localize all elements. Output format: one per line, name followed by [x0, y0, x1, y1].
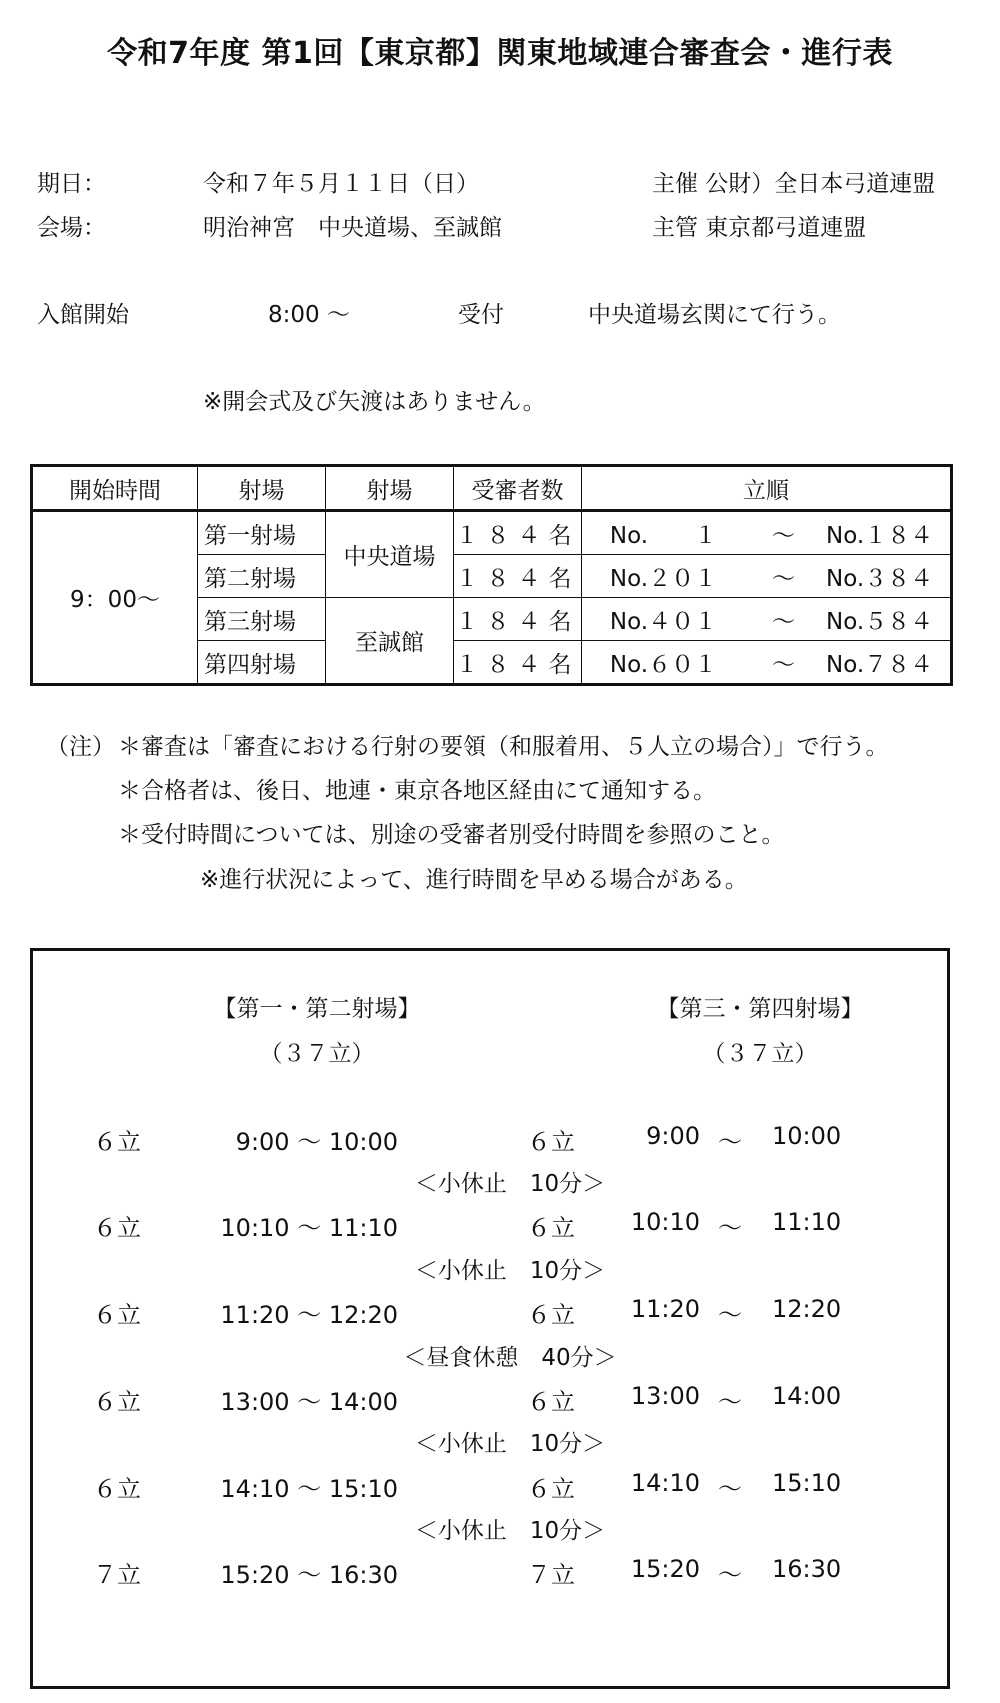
slot-break: ＜昼食休憩 40分＞ — [403, 1345, 617, 1371]
range-cell: 第二射場 — [198, 555, 326, 598]
order-cell — [582, 641, 952, 685]
slot-right-end: 10:00 — [772, 1122, 842, 1150]
header-start-time: 開始時間 — [32, 466, 198, 511]
slot-right-tilde: ～ — [718, 1301, 742, 1329]
order-to: No.３８４ — [826, 565, 934, 592]
slot-right-tilde: ～ — [718, 1128, 742, 1156]
note-item: ＊審査は「審査における行射の要領（和服着用、５人立の場合）」で行う。 — [118, 734, 889, 760]
slot-right-start: 13:00 — [630, 1382, 700, 1410]
slot-right-start: 11:20 — [630, 1295, 700, 1323]
slot-right-start: 9:00 — [646, 1122, 700, 1150]
slot-right-end: 16:30 — [772, 1555, 842, 1583]
order-to: No.７８４ — [826, 651, 934, 678]
left-range-heading: 【第一・第二射場】 — [213, 996, 421, 1022]
slot-left-count: ６立 — [93, 1214, 141, 1242]
order-tilde: ～ — [772, 522, 795, 549]
slot-right-end: 14:00 — [772, 1382, 842, 1410]
slot-break: ＜小休止 10分＞ — [414, 1518, 606, 1544]
slot-right-tilde: ～ — [718, 1475, 742, 1503]
page-title: 令和7年度 第1回【東京都】関東地域連合審査会・進行表 — [107, 36, 893, 71]
slot-right-count: ７立 — [527, 1561, 575, 1589]
header-range: 射場 — [198, 466, 326, 511]
range-cell: 第四射場 — [198, 641, 326, 685]
order-from: No.２０１ — [609, 565, 718, 592]
slot-right-count: ６立 — [527, 1128, 575, 1156]
order-from: No.４０１ — [609, 608, 718, 635]
table-row — [32, 511, 952, 555]
header-examinee-count: 受審者数 — [454, 466, 582, 511]
header-venue: 射場 — [326, 466, 454, 511]
slot-left-count: ７立 — [93, 1561, 141, 1589]
slot-right-end: 12:20 — [772, 1295, 842, 1323]
reception-label: 受付 — [458, 302, 504, 328]
slot-break: ＜小休止 10分＞ — [414, 1171, 606, 1197]
range-cell: 第一射場 — [198, 511, 326, 555]
slot-left-count: ６立 — [93, 1388, 141, 1416]
slot-left-time: 11:20 ～ 12:20 — [220, 1301, 398, 1329]
slot-right-count: ６立 — [527, 1214, 575, 1242]
left-range-count: （３７立） — [259, 1041, 375, 1067]
slot-left-time: 14:10 ～ 15:10 — [220, 1475, 398, 1503]
order-tilde: ～ — [772, 608, 795, 635]
notes-prefix: （注） — [46, 734, 115, 760]
slot-left-count: ６立 — [93, 1301, 141, 1329]
note-item: ＊受付時間については、別途の受審者別受付時間を参照のこと。 — [118, 822, 785, 848]
venue-cell: 中央道場 — [326, 511, 454, 598]
header-order: 立順 — [582, 466, 952, 511]
slot-left-count: ６立 — [93, 1128, 141, 1156]
slot-left-time: 10:10 ～ 11:10 — [220, 1214, 398, 1242]
count-cell: １８４名 — [454, 641, 582, 685]
note-item: ＊合格者は、後日、地連・東京各地区経由にて通知する。 — [118, 778, 716, 804]
slot-right-tilde: ～ — [718, 1388, 742, 1416]
right-range-count: （３７立） — [702, 1041, 818, 1067]
slot-right-tilde: ～ — [718, 1561, 742, 1589]
count-cell: １８４名 — [454, 555, 582, 598]
slot-right-count: ６立 — [527, 1301, 575, 1329]
slot-right-end: 15:10 — [772, 1469, 842, 1497]
order-tilde: ～ — [772, 651, 795, 678]
start-order-table — [30, 464, 953, 686]
order-to: No.１８４ — [826, 522, 934, 549]
slot-right-count: ６立 — [527, 1475, 575, 1503]
count-cell: １８４名 — [454, 511, 582, 555]
organizer-text: 主管 東京都弓道連盟 — [652, 215, 867, 241]
slot-right-start: 10:10 — [630, 1208, 700, 1236]
venue-cell: 至誠館 — [326, 598, 454, 685]
order-from: No.６０１ — [609, 651, 718, 678]
slot-right-start: 15:20 — [630, 1555, 700, 1583]
venue-value: 明治神宮 中央道場、至誠館 — [203, 215, 502, 241]
order-tilde: ～ — [772, 565, 795, 592]
host-text: 主催 公財）全日本弓道連盟 — [652, 171, 936, 197]
range-cell: 第三射場 — [198, 598, 326, 641]
slot-left-time: 9:00 ～ 10:00 — [235, 1128, 398, 1156]
right-range-heading: 【第三・第四射場】 — [656, 996, 864, 1022]
slot-left-time: 13:00 ～ 14:00 — [220, 1388, 398, 1416]
entry-label: 入館開始 — [37, 302, 129, 328]
venue-label: 会場： — [37, 215, 106, 241]
table-header-row — [32, 466, 952, 511]
order-from: No. １ — [609, 522, 718, 549]
ceremony-notice: ※開会式及び矢渡はありません。 — [203, 389, 546, 415]
count-cell: １８４名 — [454, 598, 582, 641]
order-cell — [582, 555, 952, 598]
slot-left-time: 15:20 ～ 16:30 — [220, 1561, 398, 1589]
slot-break: ＜小休止 10分＞ — [414, 1431, 606, 1457]
date-value: 令和７年５月１１日（日） — [203, 171, 479, 197]
slot-right-end: 11:10 — [772, 1208, 842, 1236]
slot-right-count: ６立 — [527, 1388, 575, 1416]
slot-right-tilde: ～ — [718, 1214, 742, 1242]
order-cell — [582, 598, 952, 641]
order-cell — [582, 511, 952, 555]
note-remark: ※進行状況によって、進行時間を早める場合がある。 — [200, 867, 748, 893]
start-time-cell: 9：00～ — [32, 511, 198, 685]
slot-right-start: 14:10 — [630, 1469, 700, 1497]
reception-value: 中央道場玄関にて行う。 — [588, 302, 841, 328]
slot-left-count: ６立 — [93, 1475, 141, 1503]
order-to: No.５８４ — [826, 608, 934, 635]
date-label: 期日： — [37, 171, 106, 197]
slot-break: ＜小休止 10分＞ — [414, 1258, 606, 1284]
entry-time: 8:00 ～ — [268, 302, 350, 328]
